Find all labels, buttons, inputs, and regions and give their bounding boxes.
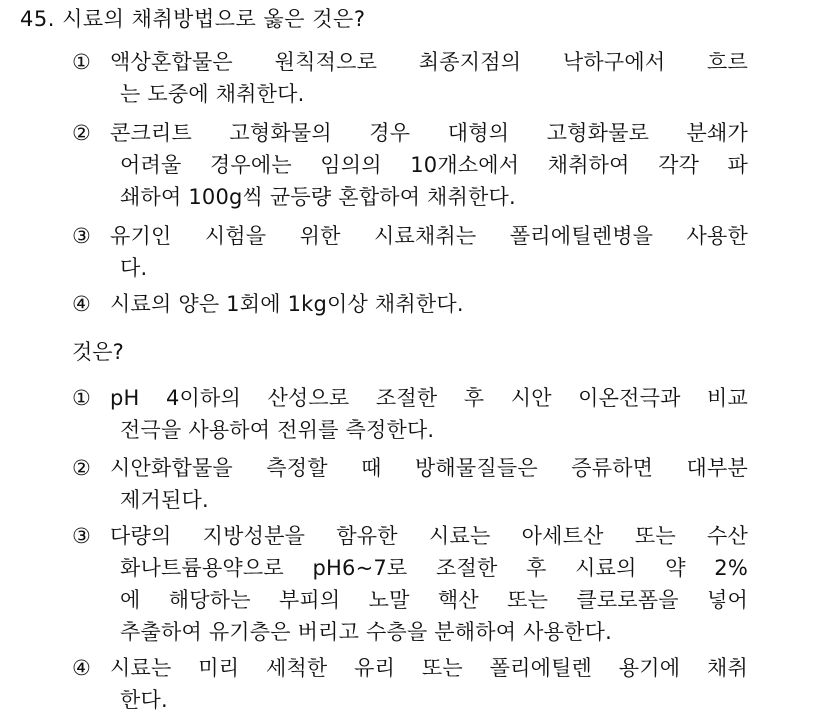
q2-option-4 bbox=[72, 652, 748, 716]
option-text bbox=[110, 520, 748, 648]
option-line: 에 해당하는 부피의 노말 핵산 또는 클로로폼을 넣어 bbox=[120, 588, 748, 612]
option-line: 시료는 미리 세척한 유리 또는 폴리에틸렌 용기에 채취 bbox=[110, 656, 748, 680]
option-line: 시료의 양은 1회에 1kg이상 채취한다. bbox=[110, 292, 464, 316]
option-line: 다량의 지방성분을 함유한 시료는 아세트산 또는 수산 bbox=[110, 524, 748, 548]
q45-option-1 bbox=[72, 46, 748, 110]
option-line: 추출하여 유기층은 버리고 수층을 분해하여 사용한다. bbox=[120, 620, 612, 644]
option-number: ③ bbox=[72, 524, 91, 548]
option-text bbox=[110, 220, 748, 284]
option-line: 다. bbox=[120, 256, 148, 280]
option-text bbox=[110, 46, 748, 110]
q2-option-3 bbox=[72, 520, 748, 648]
q45-option-3 bbox=[72, 220, 748, 284]
option-line: 는 도중에 채취한다. bbox=[120, 82, 305, 106]
option-line: 화나트륨용약으로 pH6~7로 조절한 후 시료의 약 2% bbox=[120, 556, 748, 580]
option-number: ④ bbox=[72, 292, 91, 316]
q45-option-2 bbox=[72, 117, 748, 213]
question-stem: 것은? bbox=[72, 340, 124, 364]
option-number: ① bbox=[72, 386, 91, 410]
option-text bbox=[110, 452, 748, 516]
option-line: 한다. bbox=[120, 688, 168, 712]
q2-option-2 bbox=[72, 452, 748, 516]
option-line: 어려울 경우에는 임의의 10개소에서 채취하여 각각 파 bbox=[120, 153, 748, 177]
option-line: 제거된다. bbox=[120, 488, 209, 512]
option-number: ③ bbox=[72, 224, 91, 248]
option-line: 콘크리트 고형화물의 경우 대형의 고형화물로 분쇄가 bbox=[110, 121, 748, 145]
option-number: ④ bbox=[72, 656, 91, 680]
option-line: 시안화합물을 측정할 때 방해물질들은 증류하면 대부분 bbox=[110, 456, 748, 480]
q2-option-1 bbox=[72, 382, 748, 446]
question-45-title: 45. 시료의 채취방법으로 옳은 것은? bbox=[20, 7, 366, 31]
option-text bbox=[110, 652, 748, 716]
option-number: ② bbox=[72, 121, 91, 145]
option-text bbox=[110, 288, 748, 320]
option-line: 쇄하여 100g씩 균등량 혼합하여 채취한다. bbox=[120, 185, 516, 209]
option-number: ① bbox=[72, 50, 91, 74]
q45-option-4 bbox=[72, 288, 748, 320]
option-line: 전극을 사용하여 전위를 측정한다. bbox=[120, 418, 435, 442]
option-line: 액상혼합물은 원칙적으로 최종지점의 낙하구에서 흐르 bbox=[110, 50, 748, 74]
option-text bbox=[110, 382, 748, 446]
option-line: 유기인 시험을 위한 시료채취는 폴리에틸렌병을 사용한 bbox=[110, 224, 748, 248]
option-line: pH 4이하의 산성으로 조절한 후 시안 이온전극과 비교 bbox=[110, 386, 748, 410]
option-number: ② bbox=[72, 456, 91, 480]
option-text bbox=[110, 117, 748, 213]
